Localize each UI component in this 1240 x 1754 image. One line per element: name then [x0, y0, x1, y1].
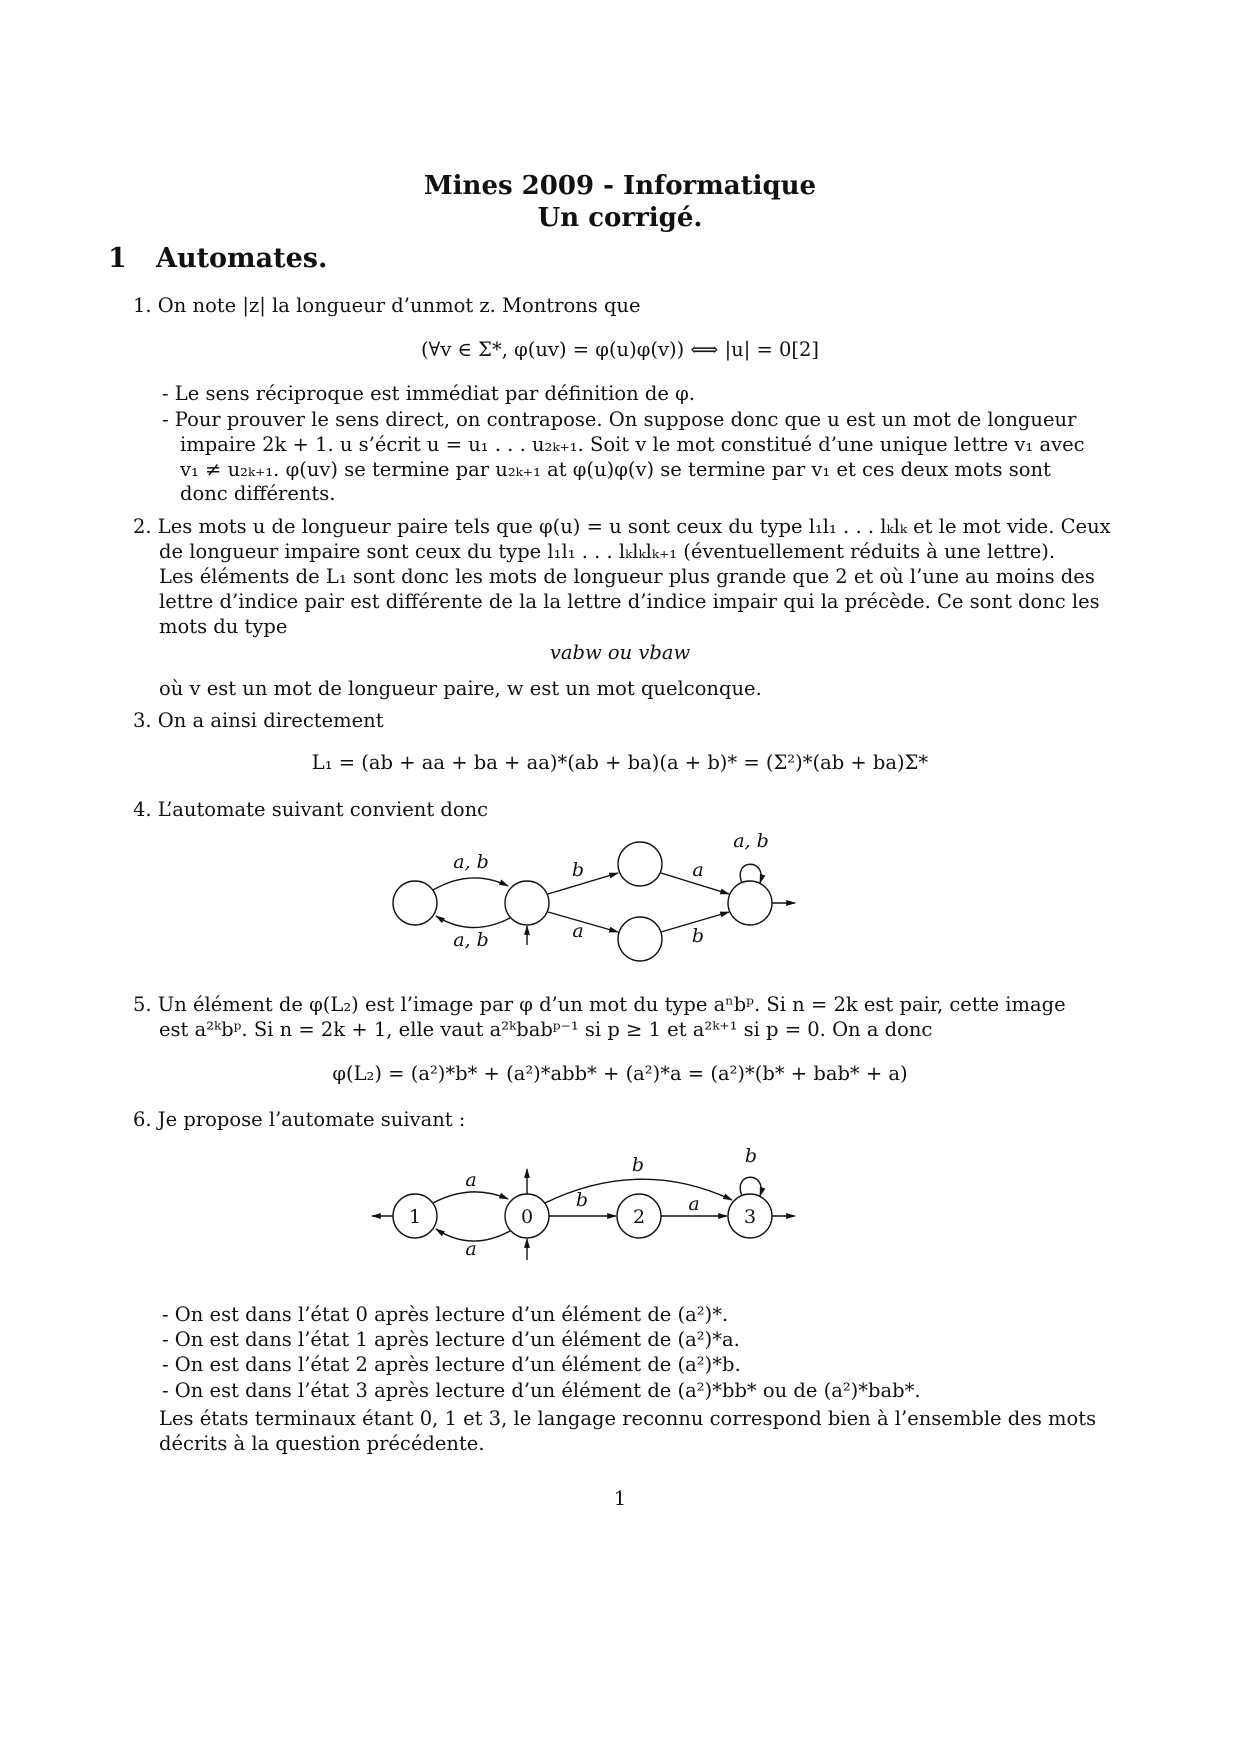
q2-line-2: de longueur impaire sont ceux du type l₁l₁ . . . lₖlₖlₖ₊₁ (éventuellement réduits à une lettre). — [159, 540, 1056, 563]
q6-bullet-1: - On est dans l’état 0 après lecture d’un élément de (a²)*. — [162, 1303, 729, 1326]
state-3-label: 3 — [743, 1206, 757, 1228]
label-b-loop: b — [744, 1145, 758, 1167]
state-circle — [728, 881, 772, 925]
q2-formula: vabw ou vbaw — [549, 641, 691, 664]
q4-intro: 4. L’automate suivant convient donc — [133, 798, 489, 821]
label-b-02: b — [575, 1189, 589, 1211]
q1-bullet-2-line-2: impaire 2k + 1. u s’écrit u = u₁ . . . u₂ₖ₊₁. Soit v le mot constitué d’une unique lettre v₁ avec — [180, 433, 1085, 456]
label-a-top: a — [465, 1169, 477, 1191]
q5-line-2: est a²ᵏbᵖ. Si n = 2k + 1, elle vaut a²ᵏbabᵖ⁻¹ si p ≥ 1 et a²ᵏ⁺¹ si p = 0. On a donc — [159, 1018, 933, 1041]
label-loop: a, b — [733, 830, 769, 852]
label-b-arc: b — [631, 1154, 645, 1176]
page-title: Mines 2009 - Informatique — [423, 171, 817, 201]
label-a1: a — [572, 920, 584, 942]
q3-intro: 3. On a ainsi directement — [133, 709, 384, 732]
page-subtitle: Un corrigé. — [537, 203, 703, 233]
q2-line-4: lettre d’indice pair est différente de la la lettre d’indice impair qui la précède. Ce sont donc les — [159, 590, 1100, 613]
q6-intro: 6. Je propose l’automate suivant : — [133, 1108, 466, 1131]
state-0-label: 0 — [520, 1206, 534, 1228]
label-a-23: a — [688, 1193, 700, 1215]
q1-bullet-2-line-3: v₁ ≠ u₂ₖ₊₁. φ(uv) se termine par u₂ₖ₊₁ at φ(u)φ(v) se termine par v₁ et ces deux mots sont — [180, 458, 1051, 481]
state-circle — [618, 842, 662, 886]
loop-arrow — [740, 1177, 761, 1196]
label-b2: b — [691, 925, 705, 947]
q6-conclusion-2: décrits à la question précédente. — [159, 1432, 485, 1455]
q5-line-1: 5. Un élément de φ(L₂) est l’image par φ d’un mot du type aⁿbᵖ. Si n = 2k est pair, cette image — [133, 993, 1066, 1016]
q6-bullet-2: - On est dans l’état 1 après lecture d’un élément de (a²)*a. — [162, 1328, 740, 1351]
page-number: 1 — [613, 1487, 627, 1510]
state-circle — [505, 881, 549, 925]
label-b1: b — [571, 859, 585, 881]
q6-bullet-4: - On est dans l’état 3 après lecture d’un élément de (a²)*bb* ou de (a²)*bab*. — [162, 1379, 921, 1402]
label-a2: a — [692, 859, 704, 881]
q1-formula: (∀v ∈ Σ*, φ(uv) = φ(u)φ(v)) ⟺ |u| = 0[2] — [420, 338, 820, 361]
state-circle — [393, 881, 437, 925]
q2-line-1: 2. Les mots u de longueur paire tels que φ(u) = u sont ceux du type l₁l₁ . . . lₖlₖ et le mot vide. Ceux — [133, 515, 1111, 538]
q2-line-3: Les éléments de L₁ sont donc les mots de longueur plus grande que 2 et où l’une au moins des — [159, 565, 1095, 588]
q1-intro: 1. On note |z| la longueur d’unmot z. Montrons que — [133, 294, 641, 317]
section-number: 1 — [108, 243, 127, 274]
section-title: Automates. — [156, 243, 328, 274]
q2-line-6: où v est un mot de longueur paire, w est un mot quelconque. — [159, 677, 762, 700]
q3-formula: L₁ = (ab + aa + ba + aa)*(ab + ba)(a + b)* = (Σ²)*(ab + ba)Σ* — [311, 751, 929, 774]
label-ab-top: a, b — [453, 851, 489, 873]
q1-bullet-1: - Le sens réciproque est immédiat par définition de φ. — [162, 382, 695, 405]
q2-line-5: mots du type — [159, 615, 288, 638]
state-1-label: 1 — [408, 1206, 422, 1228]
transition-arc-0-3 — [545, 1179, 732, 1203]
label-ab-bottom: a, b — [453, 929, 489, 951]
transition-arrow — [433, 1192, 508, 1203]
transition-arrow — [433, 878, 508, 890]
state-circle — [618, 917, 662, 961]
q6-bullet-3: - On est dans l’état 2 après lecture d’un élément de (a²)*b. — [162, 1353, 741, 1376]
q6-conclusion-1: Les états terminaux étant 0, 1 et 3, le langage reconnu correspond bien à l’ensemble des mots — [159, 1407, 1097, 1430]
transition-arrow — [436, 916, 510, 928]
label-a-bottom: a — [465, 1238, 477, 1260]
q1-bullet-2-line-1: - Pour prouver le sens direct, on contrapose. On suppose donc que u est un mot de longueur — [162, 408, 1077, 431]
q1-bullet-2-line-4: donc différents. — [180, 482, 336, 505]
q5-formula: φ(L₂) = (a²)*b* + (a²)*abb* + (a²)*a = (a²)*(b* + bab* + a) — [332, 1062, 908, 1085]
state-2-label: 2 — [632, 1206, 646, 1228]
loop-arrow — [740, 864, 761, 883]
